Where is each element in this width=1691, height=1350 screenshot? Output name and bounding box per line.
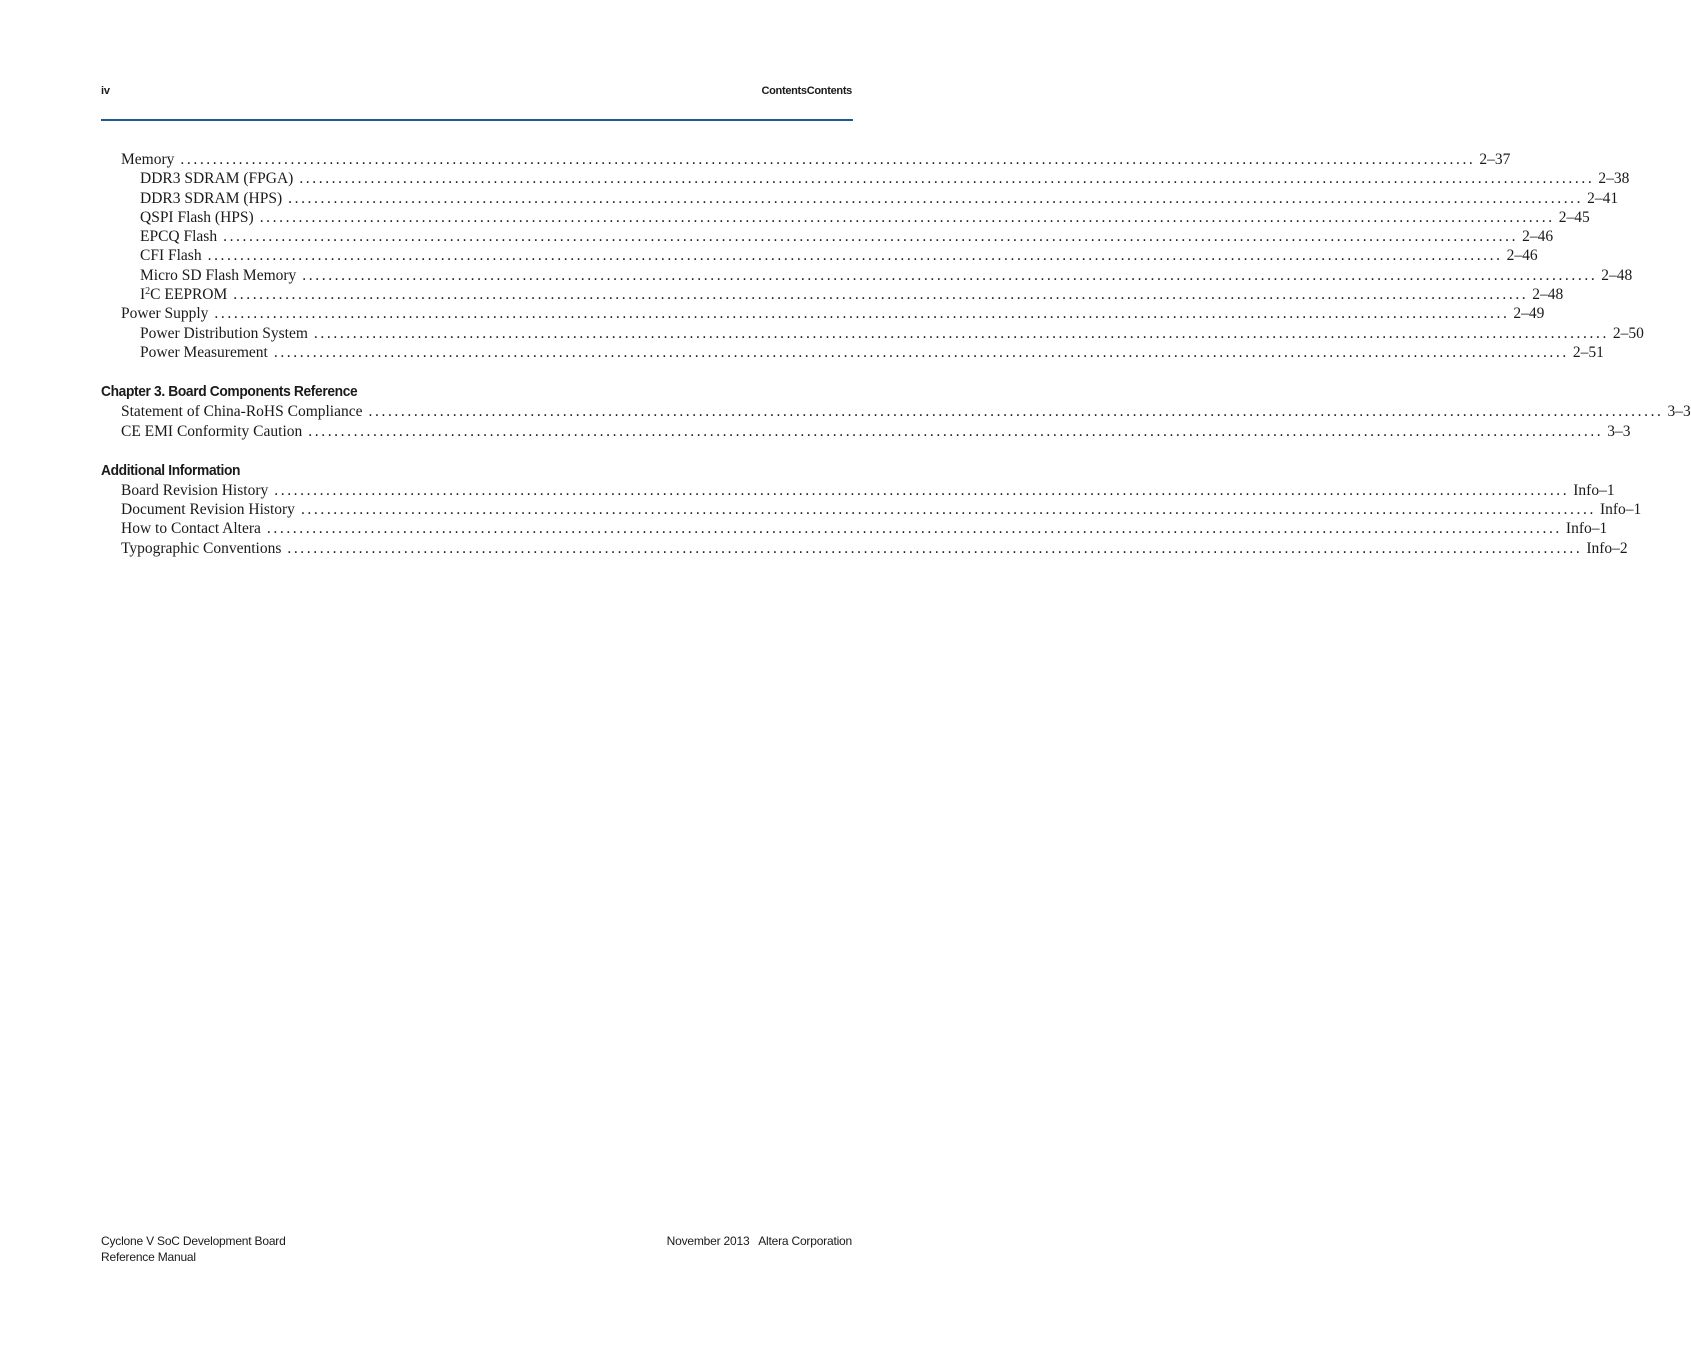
- toc-entry-label: Power Distribution System: [140, 324, 308, 342]
- toc-entry-page: Info–1: [1573, 481, 1615, 499]
- toc-leader-dots: ........................................................................................................................................................................................................: [207, 247, 1503, 265]
- toc-entry-page: 2–38: [1598, 170, 1630, 188]
- toc-section-chapter3: [101, 382, 1691, 441]
- toc-entry[interactable]: [101, 481, 1615, 500]
- toc-entry-page: Info–1: [1599, 501, 1642, 519]
- toc-entry-label: Typographic Conventions: [121, 539, 282, 557]
- toc-leader-dots: ........................................................................................................................................................................................................: [300, 501, 1596, 519]
- label-prefix: I: [140, 286, 146, 304]
- toc-entry-label: CFI Flash: [140, 247, 202, 265]
- toc-leader-dots: ........................................................................................................................................................................................................: [287, 539, 1583, 557]
- footer-title-line-1: Cyclone V SoC Development Board: [101, 1234, 286, 1248]
- toc-entry[interactable]: [101, 246, 1538, 265]
- toc-entry-label: DDR3 SDRAM (HPS): [140, 189, 283, 207]
- toc-entry-page: 2–37: [1479, 151, 1511, 168]
- toc-entry[interactable]: [101, 227, 1554, 246]
- toc-leader-dots: ........................................................................................................................................................................................................: [302, 266, 1598, 284]
- footer-date: November 2013: [666, 1234, 750, 1248]
- toc-leader-dots: ........................................................................................................................................................................................................: [214, 305, 1510, 323]
- running-title: ContentsContents: [761, 85, 852, 97]
- toc-entry-label: How to Contact Altera: [121, 520, 261, 538]
- toc-leader-dots: ........................................................................................................................................................................................................: [313, 324, 1609, 342]
- toc-entry-label: Statement of China-RoHS Compliance: [121, 403, 363, 421]
- toc-entry-page: 2–48: [1601, 266, 1633, 284]
- toc-entry-label: EPCQ Flash: [140, 228, 218, 246]
- chapter-heading[interactable]: Chapter 3. Board Components Reference: [101, 383, 358, 401]
- header-rule: [101, 119, 853, 121]
- toc-entry-page: 2–48: [1532, 286, 1564, 304]
- toc-leader-dots: ........................................................................................................................................................................................................: [223, 228, 1519, 246]
- toc-leader-dots: ........................................................................................................................................................................................................: [274, 481, 1570, 499]
- toc-entry[interactable]: [101, 539, 1628, 558]
- toc-entry-page: 3–3: [1607, 422, 1631, 440]
- toc-section-additional-information: [101, 461, 1642, 558]
- toc-leader-dots: ........................................................................................................................................................................................................: [180, 151, 1476, 168]
- toc-leader-dots: ........................................................................................................................................................................................................: [273, 343, 1569, 361]
- toc-entry[interactable]: [101, 500, 1642, 519]
- toc-entry-page: Info–2: [1586, 539, 1628, 557]
- toc-entry[interactable]: [101, 324, 1644, 343]
- footer-title-line-2: Reference Manual: [101, 1250, 196, 1264]
- toc-entry-label: [140, 285, 233, 304]
- toc-entry-page: 2–41: [1587, 189, 1619, 207]
- toc-leader-dots: ........................................................................................................................................................................................................: [299, 170, 1595, 188]
- toc-entry[interactable]: [101, 150, 1511, 169]
- toc-leader-dots: ........................................................................................................................................................................................................: [288, 189, 1584, 207]
- toc-entry[interactable]: [101, 304, 1545, 323]
- toc-entry[interactable]: [101, 343, 1604, 362]
- toc-entry-page: 2–49: [1513, 305, 1545, 323]
- toc-leader-dots: ........................................................................................................................................................................................................: [368, 403, 1664, 421]
- toc-entry[interactable]: [101, 266, 1633, 285]
- label-suffix: C EEPROM: [150, 286, 228, 304]
- toc-leader-dots: ........................................................................................................................................................................................................: [233, 286, 1529, 304]
- toc-entry-label: Memory: [121, 151, 175, 168]
- toc-entry[interactable]: [101, 422, 1631, 441]
- toc-entry-label: Power Supply: [121, 305, 209, 323]
- toc-leader-dots: ........................................................................................................................................................................................................: [308, 422, 1604, 440]
- toc-leader-dots: ........................................................................................................................................................................................................: [266, 520, 1562, 538]
- toc-entry-page: Info–1: [1565, 520, 1608, 538]
- table-of-contents: [101, 150, 1691, 578]
- toc-entry-label: Board Revision History: [121, 481, 269, 499]
- toc-entry-page: 2–50: [1612, 324, 1644, 342]
- toc-entry-page: 2–46: [1506, 247, 1538, 265]
- superscript-two: 2: [145, 286, 151, 298]
- toc-section-chapter2-continued: [101, 150, 1644, 362]
- toc-entry-label: CE EMI Conformity Caution: [121, 422, 303, 440]
- toc-entry-label: DDR3 SDRAM (FPGA): [140, 170, 294, 188]
- section-heading[interactable]: Additional Information: [101, 461, 241, 479]
- toc-entry[interactable]: [101, 402, 1691, 421]
- toc-entry[interactable]: [101, 169, 1630, 188]
- toc-entry-label: Power Measurement: [140, 343, 268, 361]
- toc-leader-dots: ........................................................................................................................................................................................................: [259, 208, 1555, 226]
- toc-entry-page: 2–45: [1558, 208, 1590, 226]
- footer-document-title: [101, 1233, 286, 1265]
- toc-entry-page: 2–46: [1522, 228, 1554, 246]
- footer-company: Altera Corporation: [758, 1234, 852, 1248]
- toc-entry-label: QSPI Flash (HPS): [140, 208, 254, 226]
- footer-publication-info: [667, 1233, 852, 1249]
- toc-entry-page: 2–51: [1572, 343, 1604, 361]
- toc-entry-label: Micro SD Flash Memory: [140, 266, 297, 284]
- toc-entry[interactable]: [101, 208, 1590, 227]
- page-number: iv: [101, 85, 110, 97]
- toc-entry-label: Document Revision History: [121, 501, 295, 519]
- toc-entry[interactable]: [101, 189, 1619, 208]
- toc-entry[interactable]: [101, 285, 1564, 304]
- toc-entry-page: 3–3: [1667, 403, 1691, 421]
- toc-entry[interactable]: [101, 519, 1608, 538]
